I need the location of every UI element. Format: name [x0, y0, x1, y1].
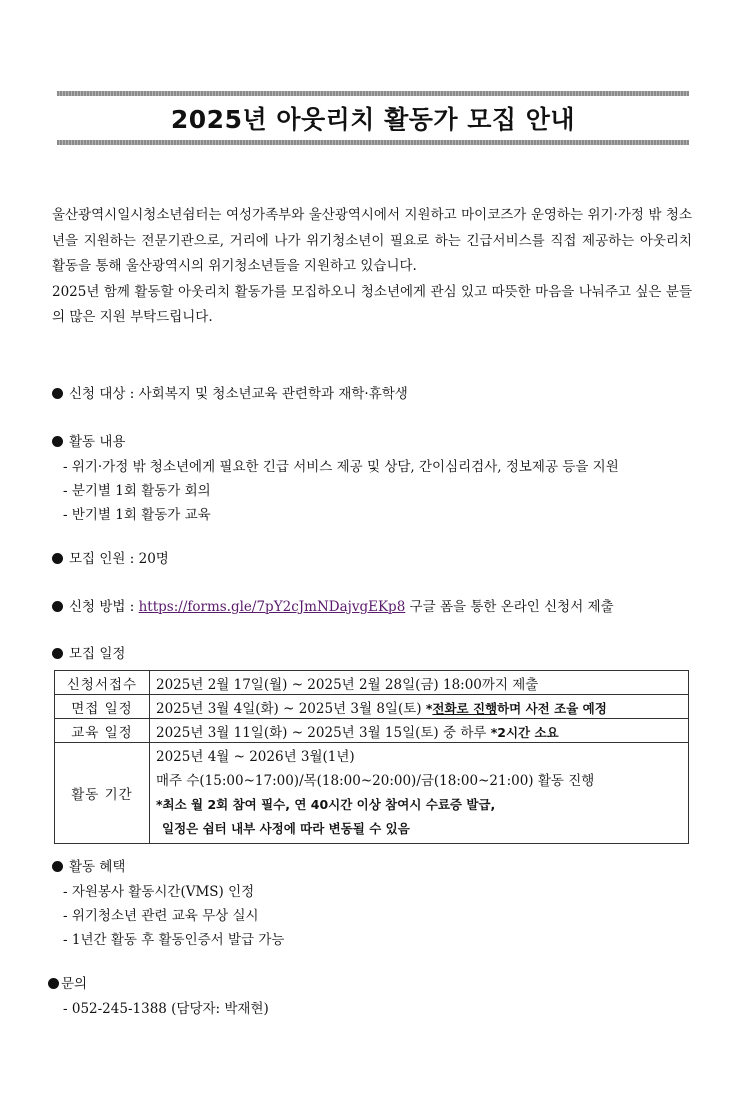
bullet-icon: [52, 553, 63, 564]
intro-paragraph-2: 2025년 함께 활동할 아웃리치 활동가를 모집하오니 청소년에게 관심 있고 따뜻한 마음을 나눠주고 싶은 분들의 많은 지원 부탁드립니다.: [52, 283, 692, 326]
interview-note: [426, 701, 607, 716]
bullet-icon: [52, 648, 63, 659]
activity-item: - 반기별 1회 활동가 교육: [63, 507, 211, 523]
apply-method-suffix: 구글 폼을 통한 온라인 신청서 제출: [409, 599, 614, 615]
recruit-count-value: 20명: [138, 551, 169, 567]
activity-period-note: *최소 월 2회 참여 필수, 연 40시간 이상 참여시 수료증 발급,: [156, 797, 496, 812]
bullet-icon: [52, 388, 63, 399]
intro-text: [52, 203, 692, 331]
eligibility-label: 신청 대상: [69, 386, 126, 402]
apply-method-section: 신청 방법 : https://forms.gle/7pY2cJmNDajvgEKp8 구글 폼을 통한 온라인 신청서 제출: [52, 595, 614, 615]
note-rest: 하며 사전 조율 예정: [497, 700, 607, 716]
benefit-item: - 1년간 활동 후 활동인증서 발급 가능: [63, 932, 285, 948]
schedule-table: [54, 670, 689, 844]
schedule-heading: [52, 642, 125, 662]
contact-label: 문의: [61, 976, 88, 992]
row-label: 면접 일정: [55, 695, 150, 719]
bullet-icon: [52, 436, 63, 447]
activities-heading: [52, 430, 125, 450]
benefit-item: - 위기청소년 관련 교육 무상 실시: [63, 908, 259, 924]
recruit-count-section: 모집 인원 : 20명: [52, 547, 169, 567]
eligibility-value: 사회복지 및 청소년교육 관련학과 재학·휴학생: [138, 386, 408, 402]
note-underline: 전화로 진행: [432, 700, 498, 716]
education-note: *2시간 소요: [490, 724, 559, 740]
education-dates: 2025년 3월 11일(화) ~ 2025년 3월 15일(토) 중 하루: [156, 724, 491, 741]
application-form-link[interactable]: https://forms.gle/7pY2cJmNDajvgEKp8: [138, 599, 406, 615]
table-row: [55, 719, 689, 743]
interview-dates: 2025년 3월 4일(화) ~ 2025년 3월 8일(토): [156, 700, 426, 717]
activity-period-line: 2025년 4월 ~ 2026년 3월(1년): [156, 749, 355, 765]
schedule-label: 모집 일정: [69, 646, 126, 662]
intro-paragraph-1: 울산광역시일시청소년쉼터는 여성가족부와 울산광역시에서 지원하고 마이코즈가 운영하는 위기·가정 밖 청소년을 지원하는 전문기관으로, 거리에 나가 위기청소년이 필요로 하는 긴급서비스를 직접 제공하는 아웃리치 활동을 통해 울산광역시의 위기청소년들을 지원하고 있습니다.: [52, 207, 692, 275]
bullet-icon: [48, 978, 59, 989]
benefit-item: - 자원봉사 활동시간(VMS) 인정: [63, 884, 255, 900]
row-value: [150, 743, 689, 844]
activity-period-note: 일정은 쉼터 내부 사정에 따라 변동될 수 있음: [162, 821, 410, 836]
row-value: 2025년 2월 17일(월) ~ 2025년 2월 28일(금) 18:00까지 제출: [150, 671, 689, 695]
row-label: 교육 일정: [55, 719, 150, 743]
recruit-count-label: 모집 인원: [69, 551, 126, 567]
activity-period-line: 매주 수(15:00~17:00)/목(18:00~20:00)/금(18:00~21:00) 활동 진행: [156, 773, 595, 789]
activity-item: - 위기·가정 밖 청소년에게 필요한 긴급 서비스 제공 및 상담, 간이심리검사, 정보제공 등을 지원: [63, 459, 619, 475]
contact-heading: [48, 972, 87, 992]
bottom-rule: [57, 140, 689, 145]
eligibility-section: 신청 대상 : 사회복지 및 청소년교육 관련학과 재학·휴학생: [52, 382, 408, 402]
activities-label: 활동 내용: [69, 434, 126, 450]
row-value: [150, 719, 689, 743]
apply-method-label: 신청 방법: [69, 599, 126, 615]
page-title: 2025년 아웃리치 활동가 모집 안내: [170, 105, 576, 134]
activity-item: - 분기별 1회 활동가 회의: [63, 483, 211, 499]
row-label: 활동 기간: [55, 743, 150, 844]
note-asterisk: *: [425, 700, 433, 716]
row-label: 신청서접수: [55, 671, 150, 695]
benefits-heading: [52, 855, 125, 875]
bullet-icon: [52, 861, 63, 872]
table-row: [55, 695, 689, 719]
benefits-label: 활동 혜택: [69, 859, 126, 875]
table-row: [55, 743, 689, 844]
table-row: [55, 671, 689, 695]
bullet-icon: [52, 601, 63, 612]
row-value: [150, 695, 689, 719]
contact-value: - 052-245-1388 (담당자: 박재현): [63, 1001, 269, 1017]
top-rule: [57, 91, 689, 96]
